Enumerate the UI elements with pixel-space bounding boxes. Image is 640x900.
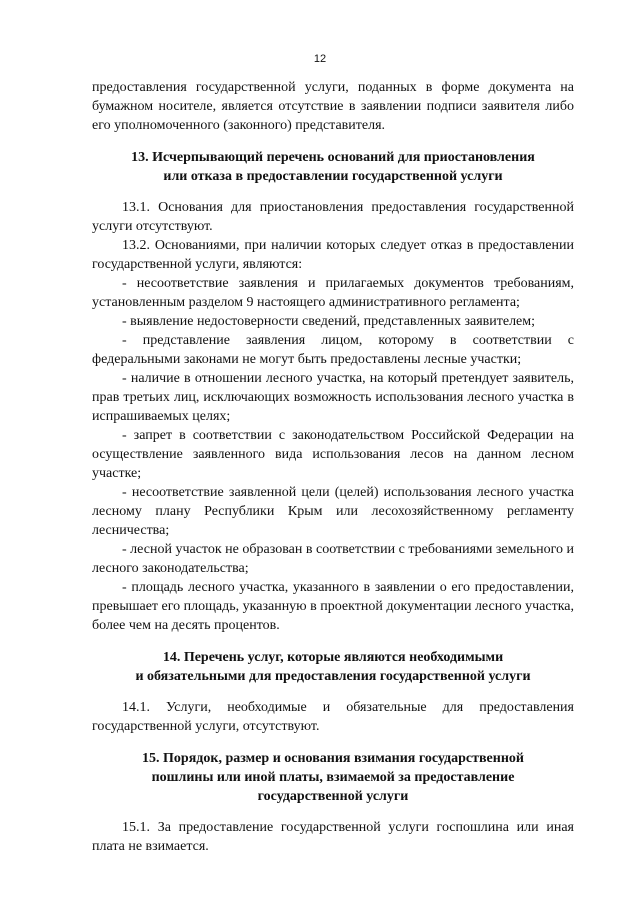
list-item: - несоответствие заявления и прилагаемых документов требованиям, установленным разделом 9 настоящего административного регламента; [92,276,574,310]
section-15-paragraph-1: 15.1. За предоставление государственной услуги госпошлина или иная плата не взимается. [92,820,574,854]
section-15-heading-line: 15. Порядок, размер и основания взимания государственной [142,751,524,766]
list-item: - площадь лесного участка, указанного в заявлении о его предоставлении, превышает его площадь, указанную в проектной документации лесного участка, более чем на десять процентов. [92,580,574,633]
page-number: 12 [313,53,327,65]
document-body [92,78,574,856]
section-14-heading [92,648,574,686]
section-13-heading-line: или отказа в предоставлении государственной услуги [163,169,503,184]
list-item: - запрет в соответствии с законодательством Российской Федерации на осуществление заявленного вида использования лесов на данном лесном участке; [92,428,574,481]
section-15-heading [92,749,574,806]
section-15-heading-line: государственной услуги [257,789,409,804]
section-14-heading-line: и обязательными для предоставления государственной услуги [135,669,531,684]
list-item: - несоответствие заявленной цели (целей) использования лесного участка лесному плану Республики Крым или лесохозяйственному регламенту лесничества; [92,485,574,538]
list-item: - лесной участок не образован в соответствии с требованиями земельного и лесного законодательства; [92,542,574,576]
section-14-paragraph-1: 14.1. Услуги, необходимые и обязательные для предоставления государственной услуги, отсутствуют. [92,700,574,734]
list-item: - выявление недостоверности сведений, представленных заявителем; [122,314,536,329]
intro-paragraph: предоставления государственной услуги, поданных в форме документа на бумажном носителе, является отсутствие в заявлении подписи заявителя либо его уполномоченного (законного) представителя. [92,80,574,133]
section-13-paragraph-2: 13.2. Основаниями, при наличии которых следует отказ в предоставлении государственной услуги, являются: [92,238,574,272]
list-item: - представление заявления лицом, которому в соответствии с федеральными законами не могут быть предоставлены лесные участки; [92,333,574,367]
section-14-heading-line: 14. Перечень услуг, которые являются необходимыми [162,650,504,665]
section-15-heading-line: пошлины или иной платы, взимаемой за предоставление [151,770,515,785]
section-13-heading-line: 13. Исчерпывающий перечень оснований для приостановления [131,150,535,165]
list-item: - наличие в отношении лесного участка, на который претендует заявитель, прав третьих лиц, исключающих возможность использования лесного участка в испрашиваемых целях; [92,371,574,424]
section-13-heading [92,148,574,186]
section-13-paragraph-1: 13.1. Основания для приостановления предоставления государственной услуги отсутствуют. [92,200,574,234]
